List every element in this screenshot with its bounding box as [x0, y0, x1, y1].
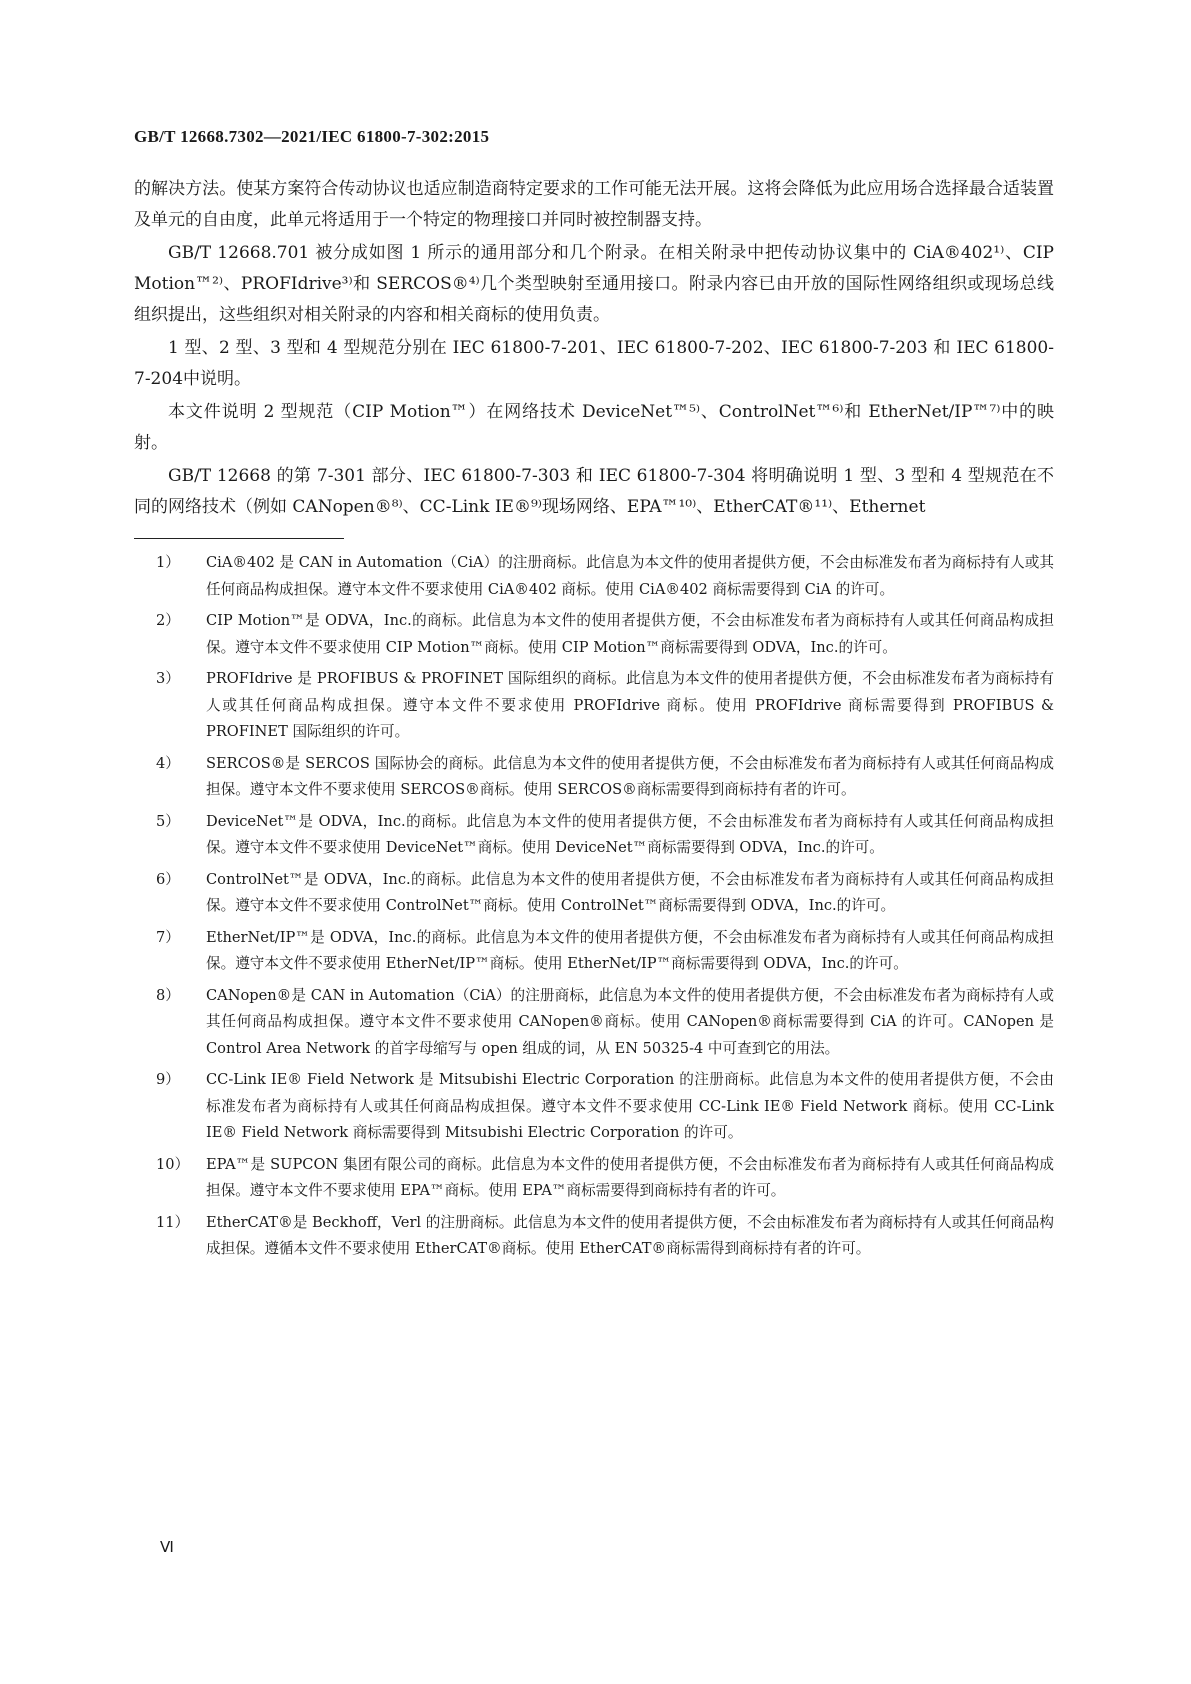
footnote-text: ControlNet™是 ODVA，Inc.的商标。此信息为本文件的使用者提供方便，不会由标准发布者为商标持有人或其任何商品构成担保。遵守本文件不要求使用 ControlNet™商标。使用 ControlNet™商标需要得到 ODVA，Inc.的许可。	[206, 870, 1054, 914]
footnote-text: DeviceNet™是 ODVA，Inc.的商标。此信息为本文件的使用者提供方便，不会由标准发布者为商标持有人或其任何商品构成担保。遵守本文件不要求使用 DeviceNet™商标。使用 DeviceNet™商标需要得到 ODVA，Inc.的许可。	[206, 812, 1054, 856]
footnote-number: 1）	[156, 554, 180, 571]
paragraph: 1 型、2 型、3 型和 4 型规范分别在 IEC 61800-7-201、IEC 61800-7-202、IEC 61800-7-203 和 IEC 61800-7-204中说明。	[134, 338, 1054, 389]
footnote-number: 8）	[156, 986, 180, 1004]
paragraph: 的解决方法。使某方案符合传动协议也适应制造商特定要求的工作可能无法开展。这将会降低为此应用场合选择最合适装置及单元的自由度，此单元将适用于一个特定的物理接口并同时被控制器支持。	[134, 179, 1054, 230]
footnote	[134, 867, 1054, 920]
footnote-text: SERCOS®是 SERCOS 国际协会的商标。此信息为本文件的使用者提供方便，不会由标准发布者为商标持有人或其任何商品构成担保。遵守本文件不要求使用 SERCOS®商标。使用 SERCOS®商标需要得到商标持有者的许可。	[206, 754, 1054, 798]
footnote-number: 11）	[156, 1213, 190, 1231]
paragraph: 本文件说明 2 型规范（CIP Motion™）在网络技术 DeviceNet™⁵⁾、ControlNet™⁶⁾和 EtherNet/IP™⁷⁾中的映射。	[134, 402, 1054, 453]
body-text	[134, 174, 1054, 525]
footnote-number: 5）	[156, 812, 180, 830]
footnote-number: 4）	[156, 754, 180, 772]
footnote-text: EPA™是 SUPCON 集团有限公司的商标。此信息为本文件的使用者提供方便，不会由标准发布者为商标持有人或其任何商品构成担保。遵守本文件不要求使用 EPA™商标。使用 EPA™商标需要得到商标持有者的许可。	[206, 1155, 1054, 1199]
paragraph: GB/T 12668.701 被分成如图 1 所示的通用部分和几个附录。在相关附录中把传动协议集中的 CiA®402¹⁾、CIP Motion™²⁾、PROFIdrive³⁾和 SERCOS®⁴⁾几个类型映射至通用接口。附录内容已由开放的国际性网络组织或现场总线组织提出，这些组织对相关附录的内容和相关商标的使用负责。	[134, 243, 1054, 325]
footnote	[134, 751, 1054, 804]
footnote	[134, 1067, 1054, 1147]
footnotes	[134, 550, 1054, 1268]
footnote	[134, 809, 1054, 862]
footnote-divider	[134, 538, 344, 539]
footnote-text: PROFIdrive 是 PROFIBUS & PROFINET 国际组织的商标。此信息为本文件的使用者提供方便，不会由标准发布者为商标持有人或其任何商品构成担保。遵守本文件不要求使用 PROFIdrive 商标。使用 PROFIdrive 商标需要得到 PROFIBUS & PROFINET 国际组织的许可。	[206, 670, 1054, 740]
footnote-number: 3）	[156, 670, 180, 687]
footnote	[134, 925, 1054, 978]
footnote	[134, 983, 1054, 1063]
footnote-number: 10）	[156, 1155, 190, 1173]
footnote-number: 6）	[156, 870, 180, 888]
footnote-text: CIP Motion™是 ODVA，Inc.的商标。此信息为本文件的使用者提供方便，不会由标准发布者为商标持有人或其任何商品构成担保。遵守本文件不要求使用 CIP Motion™商标。使用 CIP Motion™商标需要得到 ODVA，Inc.的许可。	[206, 612, 1054, 656]
footnote	[134, 550, 1054, 603]
footnote-text: CC-Link IE® Field Network 是 Mitsubishi Electric Corporation 的注册商标。此信息为本文件的使用者提供方便，不会由标准发布者为商标持有人或其任何商品构成担保。遵守本文件不要求使用 CC-Link IE® Field Network 商标。使用 CC-Link IE® Field Network 商标需要得到 Mitsubishi Electric Corporation 的许可。	[206, 1071, 1054, 1141]
footnote-number: 9）	[156, 1071, 180, 1088]
footnote	[134, 1152, 1054, 1205]
footnote-number: 2）	[156, 612, 180, 629]
footnote-number: 7）	[156, 928, 180, 946]
paragraph: GB/T 12668 的第 7-301 部分、IEC 61800-7-303 和 IEC 61800-7-304 将明确说明 1 型、3 型和 4 型规范在不同的网络技术（例如 CANopen®⁸⁾、CC-Link IE®⁹⁾现场网络、EPA™¹⁰⁾、EtherCAT®¹¹⁾、Ethernet	[134, 466, 1054, 517]
page-number: Ⅵ	[160, 1540, 174, 1556]
footnote-text: CiA®402 是 CAN in Automation（CiA）的注册商标。此信息为本文件的使用者提供方便，不会由标准发布者为商标持有人或其任何商品构成担保。遵守本文件不要求使用 CiA®402 商标。使用 CiA®402 商标需要得到 CiA 的许可。	[206, 554, 1054, 598]
document-header: GB/T 12668.7302—2021/IEC 61800-7-302:2015	[134, 127, 490, 146]
footnote-text: CANopen®是 CAN in Automation（CiA）的注册商标，此信息为本文件的使用者提供方便，不会由标准发布者为商标持有人或其任何商品构成担保。遵守本文件不要求使用 CANopen®商标。使用 CANopen®商标需要得到 CiA 的许可。CANopen 是 Control Area Network 的首字母缩写与 open 组成的词，从 EN 50325-4 中可查到它的用法。	[206, 986, 1054, 1057]
footnote-text: EtherCAT®是 Beckhoff，Verl 的注册商标。此信息为本文件的使用者提供方便，不会由标准发布者为商标持有人或其任何商品构成担保。遵循本文件不要求使用 EtherCAT®商标。使用 EtherCAT®商标需得到商标持有者的许可。	[206, 1213, 1054, 1257]
footnote	[134, 666, 1054, 746]
footnote	[134, 1210, 1054, 1263]
footnote	[134, 608, 1054, 661]
footnote-text: EtherNet/IP™是 ODVA，Inc.的商标。此信息为本文件的使用者提供方便，不会由标准发布者为商标持有人或其任何商品构成担保。遵守本文件不要求使用 EtherNet/IP™商标。使用 EtherNet/IP™商标需要得到 ODVA，Inc.的许可。	[206, 928, 1054, 972]
